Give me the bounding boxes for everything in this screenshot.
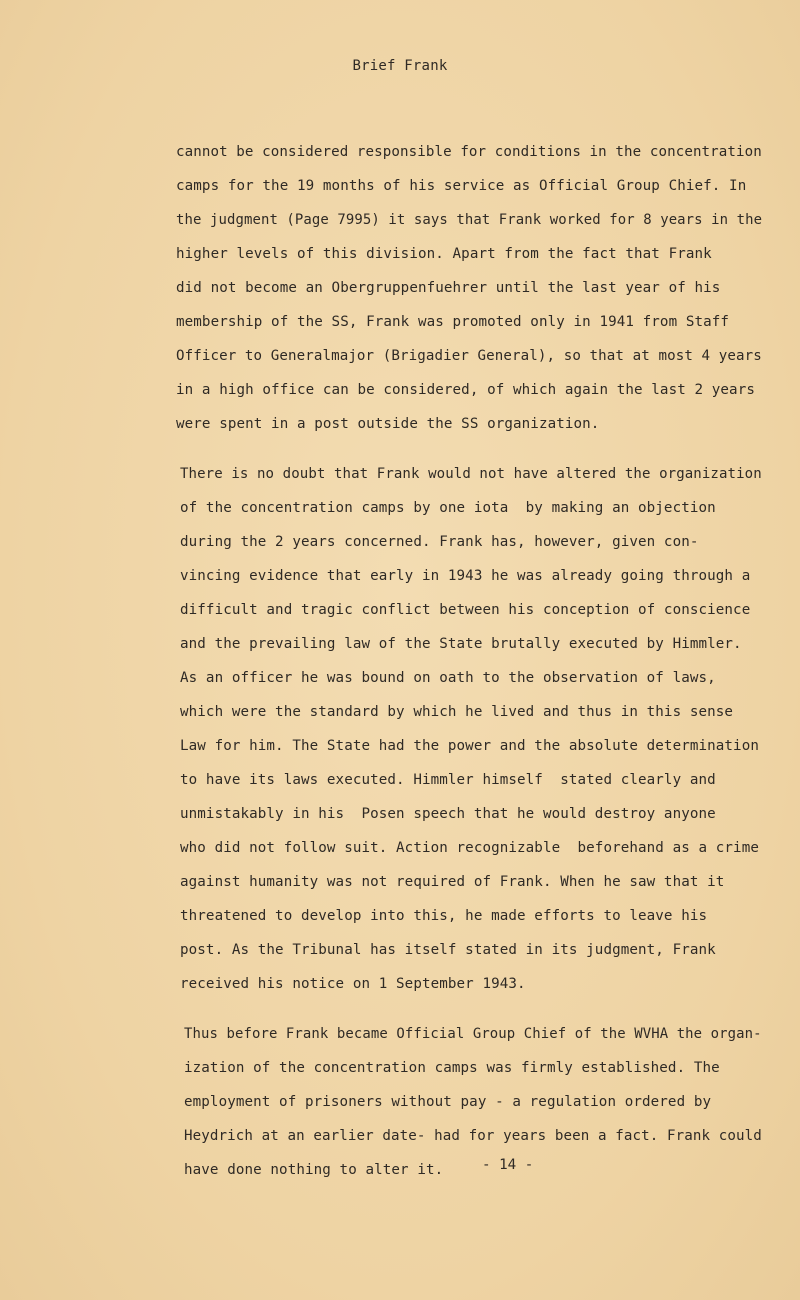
text-line: in a high office can be considered, of which again the last 2 years (176, 382, 755, 398)
text-line: to have its laws executed. Himmler himself stated clearly and (180, 772, 716, 788)
text-line: camps for the 19 months of his service as Official Group Chief. In (176, 178, 747, 194)
text-line: cannot be considered responsible for conditions in the concentration (176, 144, 762, 160)
text-line: which were the standard by which he lived and thus in this sense (180, 704, 734, 720)
text-line: As an officer he was bound on oath to the observation of laws, (180, 670, 716, 686)
text-line: difficult and tragic conflict between his conception of conscience (180, 602, 751, 618)
text-line: unmistakably in his Posen speech that he would destroy anyone (180, 806, 716, 822)
text-line: ization of the concentration camps was firmly established. The (184, 1060, 720, 1076)
text-line: higher levels of this division. Apart from the fact that Frank (176, 246, 712, 262)
text-line: threatened to develop into this, he made efforts to leave his (180, 908, 708, 924)
text-line: Officer to Generalmajor (Brigadier General), so that at most 4 years (176, 348, 762, 364)
text-line: Thus before Frank became Official Group Chief of the WVHA the organ- (184, 1026, 762, 1042)
text-line: during the 2 years concerned. Frank has, however, given con- (180, 534, 699, 550)
text-line: against humanity was not required of Frank. When he saw that it (180, 874, 725, 890)
text-line: There is no doubt that Frank would not have altered the organization (180, 466, 762, 482)
text-line: employment of prisoners without pay - a regulation ordered by (184, 1094, 712, 1110)
text-line: and the prevailing law of the State brutally executed by Himmler. (180, 636, 742, 652)
text-line: the judgment (Page 7995) it says that Frank worked for 8 years in the (176, 212, 763, 228)
text-line: Law for him. The State had the power and the absolute determination (180, 738, 759, 754)
text-line: who did not follow suit. Action recognizable beforehand as a crime (180, 840, 759, 856)
text-line: post. As the Tribunal has itself stated in its judgment, Frank (180, 942, 716, 958)
text-line: were spent in a post outside the SS organization. (176, 416, 600, 432)
page-header: Brief Frank (352, 58, 448, 74)
text-line: did not become an Obergruppenfuehrer until the last year of his (176, 280, 721, 296)
text-line: vincing evidence that early in 1943 he was already going through a (180, 568, 751, 584)
text-line: Heydrich at an earlier date- had for years been a fact. Frank could (184, 1128, 762, 1144)
text-line: have done nothing to alter it. (184, 1162, 444, 1178)
text-line: received his notice on 1 September 1943. (180, 976, 526, 992)
page-number: - 14 - (482, 1157, 534, 1173)
text-line: membership of the SS, Frank was promoted only in 1941 from Staff (176, 314, 730, 330)
text-line: of the concentration camps by one iota by making an objection (180, 500, 716, 516)
